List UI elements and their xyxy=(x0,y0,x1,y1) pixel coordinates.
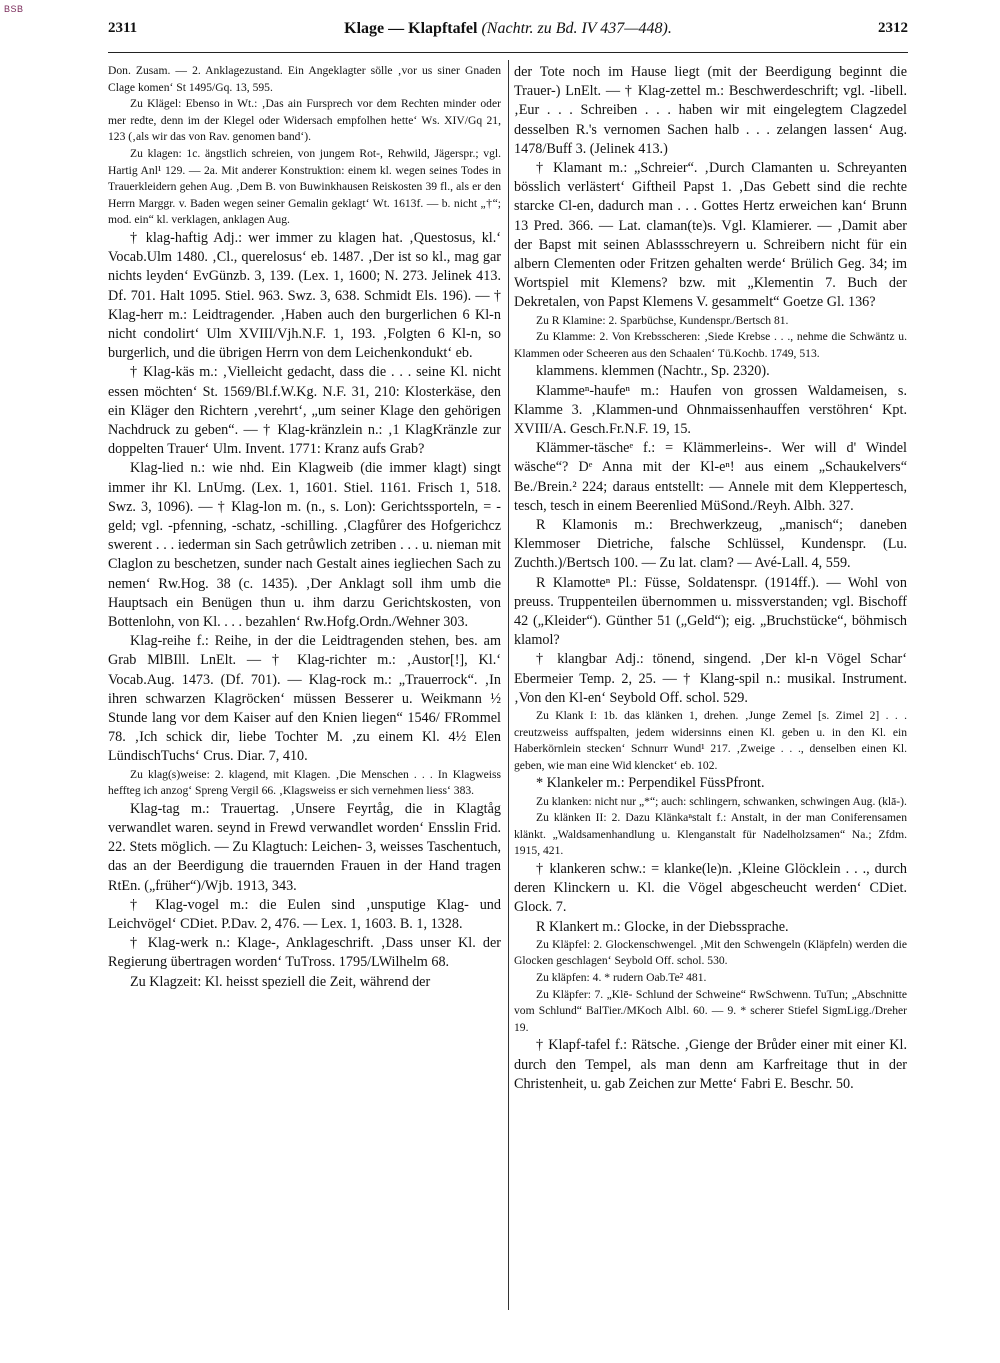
dictionary-entry: Klammeⁿ-haufeⁿ m.: Haufen von grossen Waldameisen, s. Klamme 3. ‚Klammen-und Ohnmaissenhauffen verstöhren‘ Kpt. XVIII/A. Gesch.Fr.N.F. 19, 15. xyxy=(514,382,907,438)
right-column xyxy=(514,63,907,1353)
column-divider xyxy=(508,60,509,1310)
dictionary-entry: Zu klanken: nicht nur „*“; auch: schlingern, schwanken, schwingen Aug. (klā-). xyxy=(536,794,907,808)
dictionary-entry: † Klag-vogel m.: die Eulen sind ‚unsputige Klag- und Leichvögel‘ CDiet. P.Dav. 2, 476. — Lex. 1, 1603. B. 1, 1328. xyxy=(108,896,501,933)
dictionary-entry: Zu Kläpfer: 7. „Klē- Schlund der Schweine“ RwSchwenn. TuTun; „Abschnitte vom Schlund“ BalTier./MKoch Albl. 60. — 9. * scherer Stiefel SigmLigg./Dreher 19. xyxy=(514,987,907,1034)
dictionary-entry: Zu Klamme: 2. Von Krebsscheren: ‚Siede Krebse . . ., nehme die Schwäntz u. Klammen oder Scheeren aus den Schaalen‘ Tü.Kochb. 1749, 513. xyxy=(514,330,907,360)
running-title-main: Klage — Klapftafel xyxy=(344,20,478,37)
left-column xyxy=(108,63,501,1353)
dictionary-entry: Zu R Klamine: 2. Sparbüchse, Kundenspr./Bertsch 81. xyxy=(536,313,789,327)
dictionary-entry: Zu Klank I: 1b. das klänken 1, drehen. ‚Junge Zemel [s. Zimel 2] . . . creutzweiss auffspalten, jedem widersinns einen Kl. geben u. in den Kl. ein Haberkörnlein stecken‘ Schnurr Wund¹ 217. ‚Zweige . . ., denselben einen Kl. geben, wie man eine Wid klencket‘ eb. 102. xyxy=(514,709,907,772)
dictionary-entry: Klag-lied n.: wie nhd. Ein Klagweib (die immer klagt) singt immer ihr Kl. LnUmg. (Lex. 1, 1601. Stiel. 1161. Frisch 1, 518. Swz. 3, 1096). — † Klag-lon m. (n., s. Lon): Gerichtssporteln, = -geld; vgl. -pfenning, -schatz, -schilling. ‚Clagfůrer des Hofgerichcz swerent . . . iederman sin Sach getrůwlich zetriben . . . u. nieman mit Claglon zu beschetzen, sunder nach Gestalt aines iegliechen Sach zu nemen‘ Rw.Hog. 38 (c. 1435). ‚Der Anklagt soll ihm umb die Hauptsach ein Benügen thun u. ihm darzu Gerichtskosten, von Bottenlohn, von Kl. . . . bezahlen‘ Rw.Hofg.Ordn./Wehner 303. xyxy=(108,460,501,630)
dictionary-entry: Klämmer-täscheᵉ f.: = Klämmerleins-. Wer will d' Windel wäsche“? Dᵉ Anna mit der Kl-eⁿ! aus einem „Schaukelvers“ Be./Brein.² 224; daraus entstellt: — Annele mit dem Kleppertesch, tesch, tesch in einem Beerenlied MüSond./Reyh. Albh. 327. xyxy=(514,440,907,514)
dictionary-entry: Don. Zusam. — 2. Anklagezustand. Ein Angeklagter sölle ‚vor us siner Gnaden Clage komen‘ St 1495/Gq. 13, 595. xyxy=(108,64,501,94)
dictionary-entry: R Klamonis m.: Brechwerkzeug, „manisch“; daneben Klemmoser Dietriche, falsche Schlüssel, Kundenspr. (Lu. Zuchth.)/Bertsch 100. — Zu lat. clam? — Avé-Lall. 4, 559. xyxy=(514,517,907,572)
dictionary-entry: Klag-tag m.: Trauertag. ‚Unsere Feyrtåg, die in Klagtåg verwandlet waren. seynd in Frewd verwandlet worden‘ Ensslin Frid. 22. Stets möglich. — Zu Klagtuch: Leichen- 3, weisses Taschentuch, das an der Beerdigung die trauernden Frauen in der Hand tragen RtEn. („früher“)/Wjb. 1913, 343. xyxy=(108,800,501,894)
dictionary-entry: R Klamotteⁿ Pl.: Füsse, Soldatenspr. (1914ff.). — Wohl von preuss. Truppenteilen übernommen u. missverstanden; vgl. Bischoff 42 („Kleider“). Günther 51 („Geld“); eig. „Bruchstücke“, böhmisch klamol? xyxy=(514,574,907,649)
header-rule xyxy=(108,52,908,53)
dictionary-entry: * Klankeler m.: Perpendikel FüssPfront. xyxy=(536,775,765,792)
dictionary-entry: Zu klag(s)weise: 2. klagend, mit Klagen. ‚Die Menschen . . . In Klagweiss heffteg ich anzog‘ Spreng Vergil 66. ‚Klagsweiss er sich vernehmen liess‘ 383. xyxy=(108,767,501,798)
dictionary-entry: † Klapf-tafel f.: Rätsche. ‚Gienge der Brůder einer mit einer Kl. durch den Tempel, als man denn am Karfreitage thut in der Christenheit, u. gab Zeichen zur Mette‘ Fabri E. Beschr. 50. xyxy=(514,1037,907,1092)
dictionary-entry: † Klag-käs m.: ‚Vielleicht gedacht, dass die . . . seine Kl. nicht essen möchten‘ St. 1569/Bl.f.W.Kg. N.F. 31, 210: Klosterkäse, den ein Kläger den Richtern ‚verehrt‘, „um seiner Klage den gehörigen Nachdruck zu geben“. — † Klag-kränzlein n.: ‚1 KlagKränzle zur doppelten Trauer‘ Ulm. Invent. 1771: Kranz aufs Grab? xyxy=(108,364,501,458)
page-number-right: 2312 xyxy=(878,20,908,36)
dictionary-entry: Zu Kläpfel: 2. Glockenschwengel. ‚Mit den Schwengeln (Kläpfeln) werden die Glocken geschlagen‘ Seybold Off. schol. 530. xyxy=(514,937,907,968)
running-title xyxy=(108,20,908,38)
dictionary-entry: klammens. klemmen (Nachtr., Sp. 2320). xyxy=(536,363,770,380)
running-title-reference: (Nachtr. zu Bd. IV 437—448). xyxy=(481,20,672,37)
dictionary-entry: † klag-haftig Adj.: wer immer zu klagen hat. ‚Questosus, kl.‘ Vocab.Ulm 1480. ‚Cl., querelosus‘ eb. 1487. ‚Der ist so kl., mag gar nichts leyden‘ EvGünzb. 3, 139. (Lex. 1, 1600; N. 273. Jelinek 413. Df. 701. Halt 1095. Stiel. 963. Swz. 3, 638. Schmidt Els. 196). — † Klag-herr m.: Leidtragender. ‚Haben auch den burgerlichen 6 Kl-n nicht condolirt‘ Ulm XVIII/Vjh.N.F. 1, 193. ‚Folgten 6 Kl-n, so burgerlich, und die übrigen Herrn von dem Leichenkondukt‘ eb. xyxy=(108,229,501,362)
dictionary-entry: Klag-reihe f.: Reihe, in der die Leidtragenden stehen, bes. am Grab MlBIll. LnElt. — † Klag-richter m.: ‚Austor[!], Kl.‘ Vocab.Aug. 1473. (Df. 701). — Klag-rock m.: „Trauerrock“. ‚In ihren schwarzen Klagröcken‘ müssen Besserer u. Weikmann ½ Stunde lang vor dem Kaiser auf den Knien liegen“ 1546/ FRommel 78. ‚Ich schick dir, liebe Tochter M. ‚zu einem Kl. 4½ Elen LündischTuchs‘ Crus. Diar. 7, 410. xyxy=(108,633,501,765)
dictionary-entry: † klankeren schw.: = klanke(le)n. ‚Kleine Glöcklein . . ., durch deren Klinckern u. Kl. die Vögel abgescheucht werden‘ CDiet. Glock. 7. xyxy=(514,861,907,916)
dictionary-entry: R Klankert m.: Glocke, in der Diebssprache. xyxy=(536,918,789,935)
dictionary-entry: Zu klagen: 1c. ängstlich schreien, von jungem Rot-, Rehwild, Jägerspr.; vgl. Hartig Anl¹ 129. — 2a. Mit anderer Konstruktion: einem kl. wegen seines Todes in Trauerkleidern gehen Aug. ‚Dem B. von Buwinkhausen Reiskosten 39 fl., als er den Herrn Marggr. v. Baden wegen seiner Gemalin geklagt‘ Wt. 1613f. — b. nicht „†“; mod. ein“ kl. verklagen, anklagen Aug. xyxy=(108,146,501,227)
dictionary-entry: Zu kläpfen: 4. * rudern Oab.Te² 481. xyxy=(536,971,707,985)
page-number-left: 2311 xyxy=(108,20,138,36)
dictionary-entry: † Klamant m.: „Schreier“. ‚Durch Clamanten u. Schreyanten bösslich verlästert‘ Giftheil Papst 1. ‚Das Gebett sind die rechte starcke Cl-en, dadurch man . . . Gottes Hertz erweichen kan‘ Brunn 13 Pred. 366. — Lat. claman(te)s. Vgl. Klamierer. — ‚Damit aber der Bapst mit seinen Ablassschreyern u. Schreibern nicht für ein albern Clementen oder Fritzen gehalten werde‘ Brülich Geg. 34; im Wortspiel mit Klemens? bzw. mit „Klementin 7. Buch der Dekretalen, von Papst Klemens V. gesammelt“ Goetze Gl. 136? xyxy=(514,160,907,311)
page-header xyxy=(108,20,908,50)
dictionary-entry: Zu Klägel: Ebenso in Wt.: ‚Das ain Fursprech vor dem Rechten minder oder mer redte, denn im der Klegel oder Widersach empfolhen hette‘ Ws. XIV/Gq 21, 123 (‚als wir das von Rav. genomen band‘). xyxy=(108,97,501,144)
dictionary-entry: † Klag-werk n.: Klage-, Anklageschrift. ‚Dass unser Kl. der Regierung übertragen worden‘ TuTross. 1795/LWilhelm 68. xyxy=(108,935,501,971)
dictionary-entry: Zu klänken II: 2. Dazu Klänkaⁿstalt f.: Anstalt, in der man Coniferensamen klänkt. „Waldsamenhandlung u. Klenganstalt für Nadelholzsamen“ Na.; Zfdm. 1915, 421. xyxy=(514,811,907,858)
dictionary-entry: Zu Klagzeit: Kl. heisst speziell die Zeit, während der xyxy=(130,973,431,990)
library-stamp: BSB xyxy=(4,4,24,14)
dictionary-entry: † klangbar Adj.: tönend, singend. ‚Der kl-n Vögel Schar‘ Ebermeier Temp. 2, 25. — † Klang-spil n.: musikal. Instrument. ‚Von den Kl-en‘ Seybold Off. schol. 529. xyxy=(514,651,907,706)
dictionary-entry: der Tote noch im Hause liegt (mit der Beerdigung beginnt die Trauer-) LnElt. — † Klag-zettel m.: Beschwerdeschrift; vgl. -libell. ‚Eur . . . Schreiben . . . haben wir mit eingelegtem Clagzedel desselben R.'s vernomen Sachen halb . . . zelangen lassen‘ Aug. 1478/Buff 3. (Jelinek 413.) xyxy=(514,64,907,157)
